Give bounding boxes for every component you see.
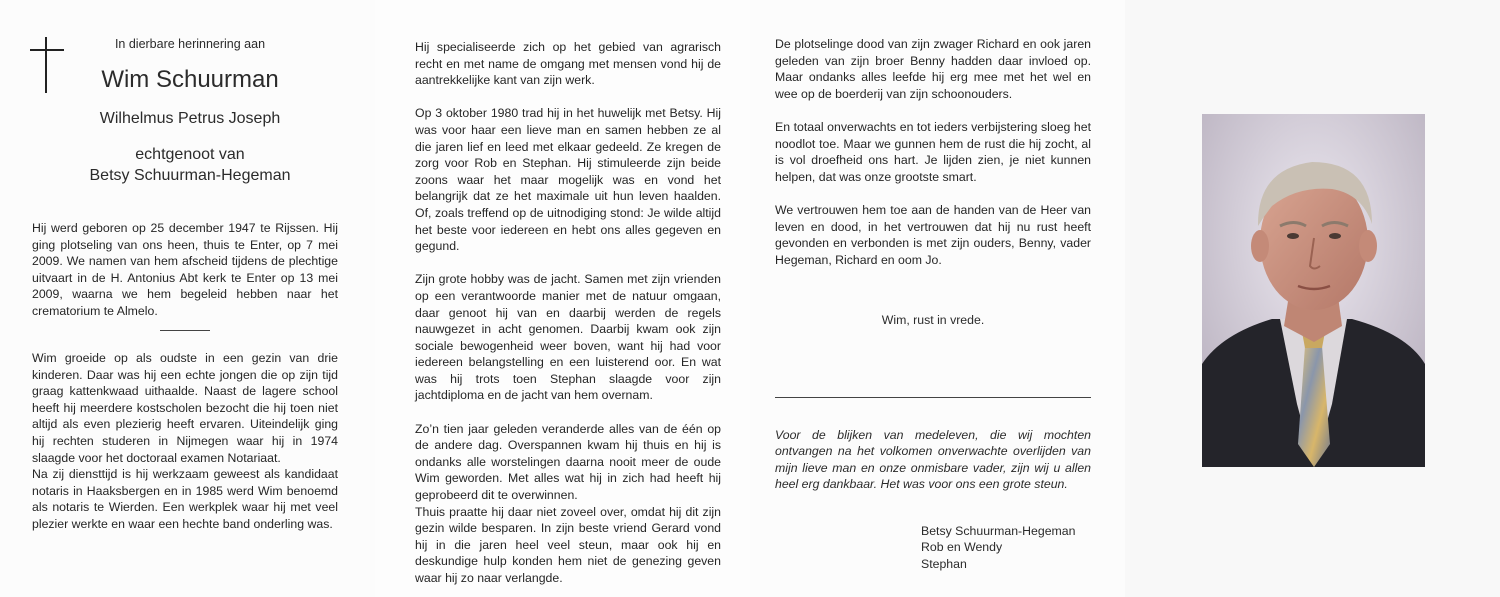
- cross-icon: [30, 37, 66, 93]
- divider: [160, 330, 210, 331]
- paragraph: Wim groeide op als oudste in een gezin van drie kinderen. Daar was hij een echte jongen die op zijn tijd graag kattenkwaad uithaalde. Naast de lagere school heeft hij meerdere kostscholen bezocht die hij toen niet altijd als even plezierig heeft ervaren. Uiteindelijk ging hij rechten studeren in Nijmegen waar hij in 1974 slaagde voor het doctoraal examen Notariaat.: [32, 351, 338, 465]
- deceased-full-name: Wilhelmus Petrus Joseph: [99, 110, 281, 127]
- portrait-photo: [1202, 114, 1425, 467]
- paragraph: Zo’n tien jaar geleden veranderde alles van de één op de andere dag. Overspannen kwam hij thuis en hij is ondanks alle worstelingen daarna nooit meer de oude Wim geworden. Met alles wat hij in zich had heeft hij geprobeerd dit te overwinnen.: [415, 421, 721, 503]
- biography-career: [415, 39, 721, 587]
- rest-in-peace: Wim, rust in vrede.: [881, 313, 985, 327]
- paragraph: Hij werd geboren op 25 december 1947 te Rijssen. Hij ging plotseling van ons heen, thuis te Enter, op 7 mei 2009. We namen van hem afscheid tijdens de plechtige uitvaart in de H. Antonius Abt kerk te Enter op 13 mei 2009, waarna we hem begeleid hebben naar het crematorium te Almelo.: [32, 221, 338, 318]
- paragraph: We vertrouwen hem toe aan de handen van de Heer van leven en dood, in het vertrouwen dat hij nu rust heeft gevonden en verbonden is met zijn ouders, Benny, vader Hegeman, Richard en oom Jo.: [775, 202, 1091, 267]
- spouse-name: Betsy Schuurman-Hegeman: [89, 167, 291, 184]
- signature-line: Rob en Wendy: [921, 540, 1003, 555]
- card-panel-left: [0, 0, 375, 597]
- paragraph: Thuis praatte hij daar niet zoveel over, omdat hij dit zijn gezin wilde besparen. In zijn beste vriend Gerard vond hij in die jaren heel veel steun, maar ook hij en deskundige hulp konden hem niet de genezing geven waar hij zo naar verlangde.: [415, 504, 721, 585]
- divider: [775, 397, 1091, 398]
- paragraph: Hij specialiseerde zich op het gebied van agrarisch recht en met name de omgang met mensen vond hij de aantrekkelijke kant van zijn werk.: [415, 40, 721, 88]
- deceased-name: Wim Schuurman: [101, 66, 279, 93]
- biography-closing: [775, 36, 1091, 268]
- paragraph: Na zij diensttijd is hij werkzaam geweest als kandidaat notaris in Haaksbergen en in 1985 werd Wim benoemd als notaris te Wierden. Een werkplek waar hij met veel plezier werkte en waar een hechte band onderling was.: [32, 467, 338, 531]
- signature-line: Stephan: [921, 556, 967, 571]
- card-panel-middle: [375, 0, 750, 597]
- biography-birth: [32, 220, 338, 320]
- spouse-label: echtgenoot van: [135, 146, 245, 163]
- paragraph: En totaal onverwachts en tot ieders verbijstering sloeg het noodlot toe. Maar we gunnen hem de rust die hij zocht, al is vol droefheid ons hart. Je lijden zien, je niet kunnen helpen, dat was onze grootste smart.: [775, 119, 1091, 184]
- biography-youth: [32, 350, 338, 533]
- signatures: [921, 523, 1075, 572]
- paragraph: Op 3 oktober 1980 trad hij in het huwelijk met Betsy. Hij was voor haar een lieve man en samen hebben ze al die jaren lief en leed met elkaar gedeeld. Ze kregen de zorg voor Rob en Stephan. Hij stimuleerde zijn beide zoons waar het maar mogelijk was en vond het belangrijk dat ze het maximale uit hun leven haalden. Of, zoals treffend op de uitnodiging stond: Je wilde altijd het beste voor iedereen en hebt ons alles gegeven en gegund.: [415, 106, 721, 254]
- signature-line: Betsy Schuurman-Hegeman: [921, 524, 1076, 538]
- paragraph: Zijn grote hobby was de jacht. Samen met zijn vrienden op een verantwoorde manier met de natuur omgaan, daar genoot hij van en daarbij werden de regels nauwgezet in acht genomen. Daarbij kwam ook zijn sociale bewogenheid weer boven, want hij had voor iedereen belangstelling en een luisterend oor. En wat was hij trots toen Stephan slaagde voor zijn jachtdiploma en de jacht van hem overnam.: [415, 272, 721, 403]
- thanks-message: Voor de blijken van medeleven, die wij mochten ontvangen na het volkomen onverwachte overlijden van mijn lieve man en onze onmisbare vader, zijn wij u allen heel erg dankbaar. Het was voor ons een grote steun.: [775, 428, 1091, 492]
- memorial-intro: In dierbare herinnering aan: [114, 37, 266, 51]
- paragraph: De plotselinge dood van zijn zwager Richard en ook jaren geleden van zijn broer Benny hadden daar invloed op. Maar ondanks alles leefde hij erg mee met het wel en wee op de boerderij van zijn schoonouders.: [775, 37, 1091, 101]
